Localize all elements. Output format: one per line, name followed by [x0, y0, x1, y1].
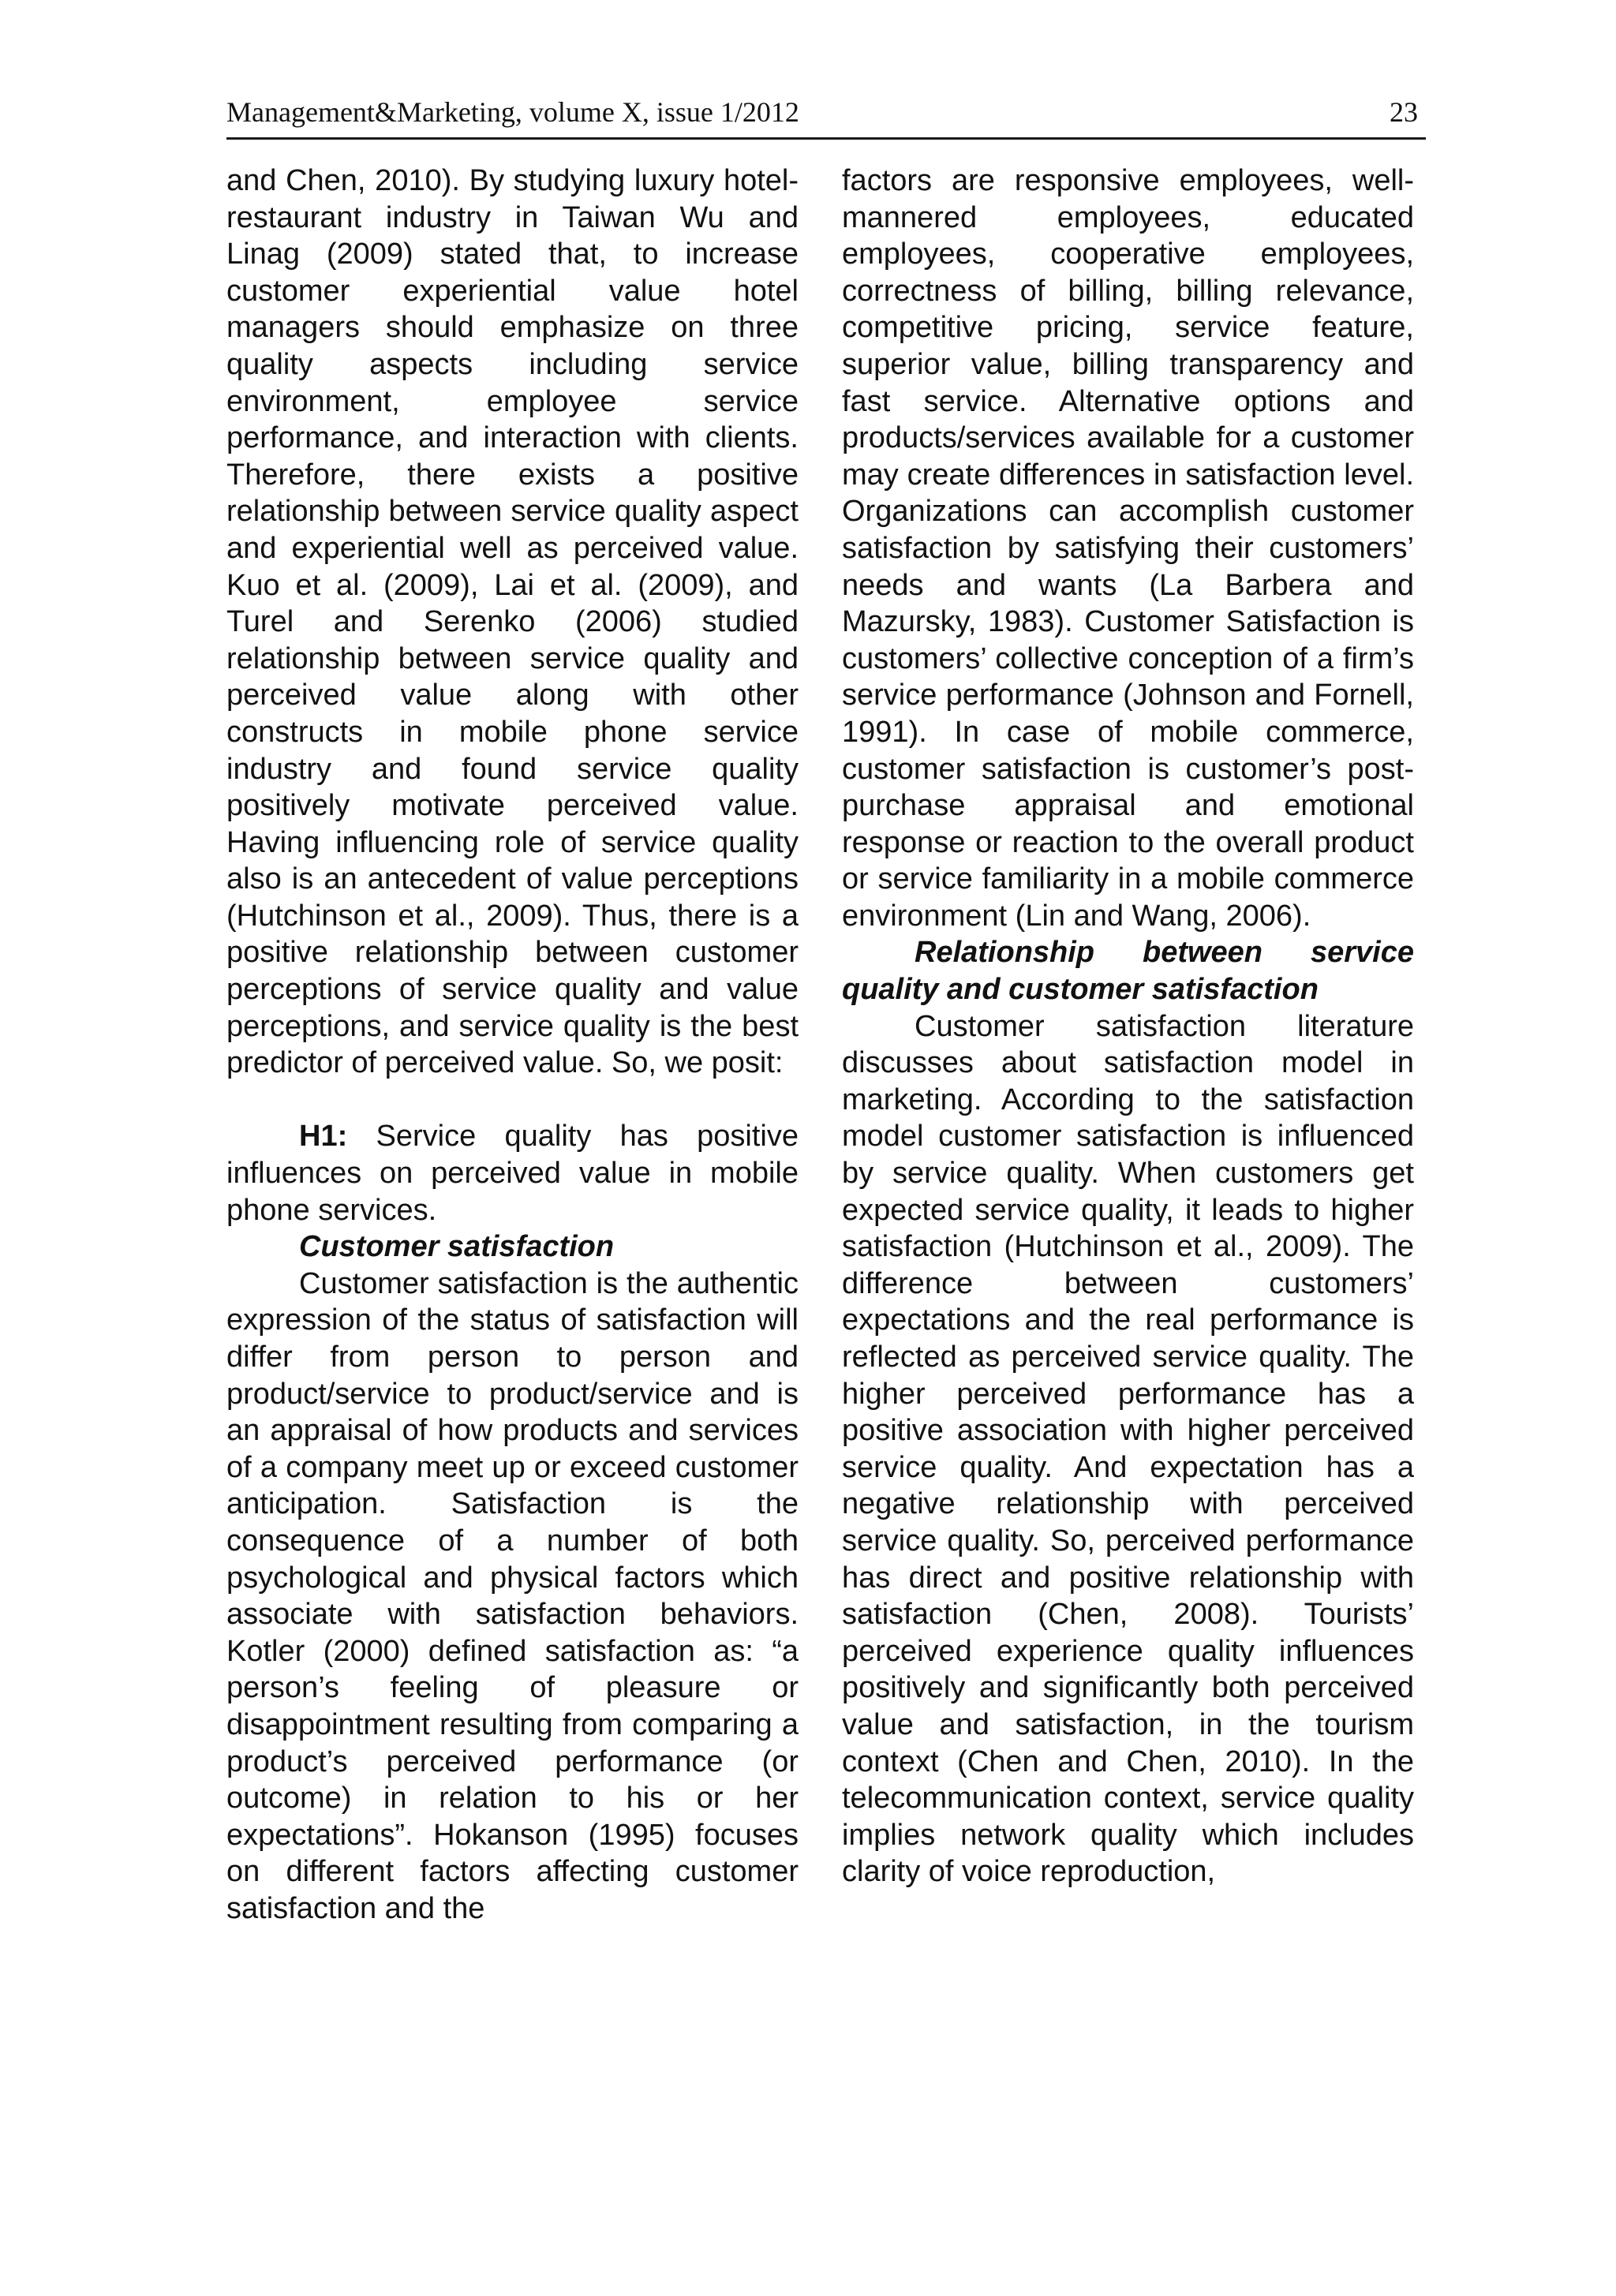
hypothesis-label: H1: — [299, 1120, 348, 1154]
left-paragraph-1: and Chen, 2010). By studying luxury hotel-restaurant industry in Taiwan Wu and Linag (2009) stated that, to increase customer experiential value hotel managers should emphasize on three quality aspects including service environment, employee service performance, and interaction with clients. Therefore, there exists a positive relationship between service quality aspect and experiential well as perceived value. Kuo et al. (2009), Lai et al. (2009), and Turel and Serenko (2006) studied relationship between service quality and perceived value along with other constructs in mobile phone service industry and found service quality positively motivate perceived value. Having influencing role of service quality also is an antecedent of value perceptions (Hutchinson et al., 2009). Thus, there is a positive relationship between customer perceptions of service quality and value perceptions, and service quality is the best predictor of perceived value. So, we posit: — [226, 164, 799, 1080]
left-column — [226, 163, 799, 1928]
left-paragraph-2: Customer satisfaction is the authentic expression of the status of satisfaction will differ from person to person and product/service to product/service and is an appraisal of how products and services of a company meet up or exceed customer anticipation. Satisfaction is the consequence of a number of both psychological and physical factors which associate with satisfaction behaviors. Kotler (2000) defined satisfaction as: “a person’s feeling of pleasure or disappointment resulting from comparing a product’s perceived performance (or outcome) in relation to his or her expectations”. Hokanson (1995) focuses on different factors affecting customer satisfaction and the — [226, 1266, 799, 1925]
right-paragraph-2: Customer satisfaction literature discusses about satisfaction model in marketing. According to the satisfaction model customer satisfaction is influenced by service quality. When customers get expected service quality, it leads to higher satisfaction (Hutchinson et al., 2009). The difference between customers’ expectations and the real performance is reflected as perceived service quality. The higher perceived performance has a positive association with higher perceived service quality. And expectation has a negative relationship with perceived service quality. So, perceived performance has direct and positive relationship with satisfaction (Chen, 2008). Tourists’ perceived experience quality influences positively and significantly both perceived value and satisfaction, in the tourism context (Chen and Chen, 2010). In the telecommunication context, service quality implies network quality which includes clarity of voice reproduction, — [842, 1009, 1414, 1889]
running-header — [226, 93, 1426, 140]
section-heading-customer-satisfaction: Customer satisfaction — [299, 1230, 615, 1264]
right-paragraph-1: factors are responsive employees, well-mannered employees, educated employees, cooperative employees, correctness of billing, billing relevance, competitive pricing, service feature, superior value, billing transparency and fast service. Alternative options and products/services available for a customer may create differences in satisfaction level. Organizations can accomplish customer satisfaction by satisfying their customers’ needs and wants (La Barbera and Mazursky, 1983). Customer Satisfaction is customers’ collective conception of a firm’s service performance (Johnson and Fornell, 1991). In case of mobile commerce, customer satisfaction is customer’s post-purchase appraisal and emotional response or reaction to the overall product or service familiarity in a mobile commerce environment (Lin and Wang, 2006). — [842, 164, 1414, 933]
section-heading-service-quality-satisfaction: Relationship between service quality and customer satisfaction — [842, 936, 1414, 1007]
page-number: 23 — [1390, 96, 1418, 128]
hypothesis-h1 — [226, 1118, 799, 1228]
right-column — [842, 163, 1414, 1890]
hypothesis-text: Service quality has positive influences on perceived value in mobile phone services. — [226, 1120, 799, 1227]
journal-title: Management&Marketing, volume X, issue 1/2012 — [226, 96, 799, 128]
